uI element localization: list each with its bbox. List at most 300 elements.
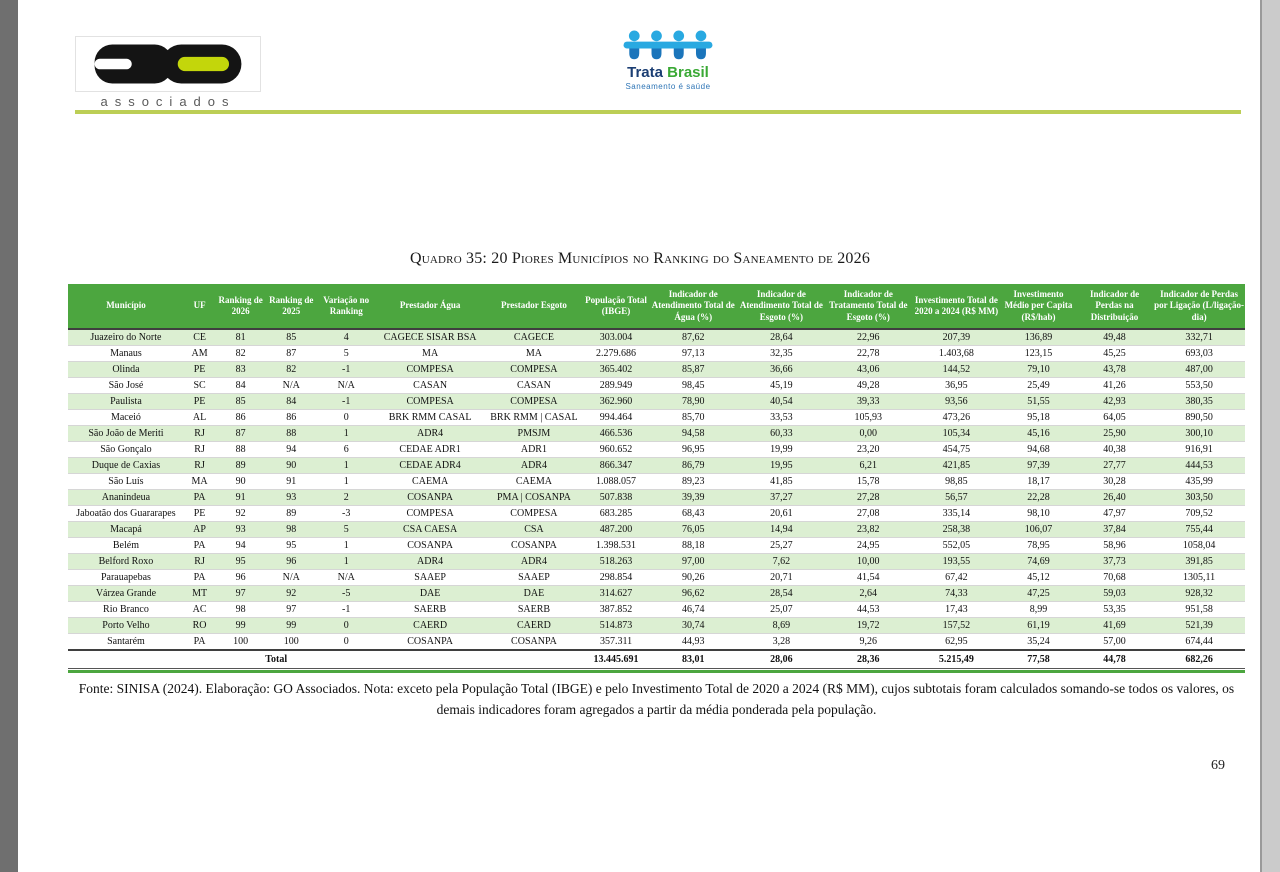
table-cell: 92 [286, 587, 297, 599]
table-cell: 51,55 [1027, 395, 1050, 407]
table-cell: 39,39 [682, 491, 705, 503]
table-cell: 59,03 [1103, 587, 1126, 599]
table-row [68, 505, 1245, 521]
table-cell: 46,74 [682, 603, 705, 615]
table-cell: 157,52 [942, 619, 971, 631]
table-cell: 32,35 [770, 347, 793, 359]
table-row [68, 489, 1245, 505]
table-cell: 98 [286, 523, 297, 535]
total-value-cell: 28,06 [770, 653, 793, 665]
table-cell: 53,35 [1103, 603, 1126, 615]
table-cell: 97,00 [682, 555, 705, 567]
table-cell: 90 [235, 475, 246, 487]
table-cell: 97,39 [1027, 459, 1050, 471]
table-cell: 421,85 [942, 459, 971, 471]
table-cell: 56,57 [945, 491, 968, 503]
table-cell: 24,95 [857, 539, 880, 551]
total-value-cell: 13.445.691 [593, 653, 639, 665]
table-cell: 88,18 [682, 539, 705, 551]
table-cell: 26,40 [1103, 491, 1126, 503]
table-cell: 22,96 [857, 331, 880, 343]
table-cell: 81 [235, 331, 246, 343]
table-cell: 10,00 [857, 555, 880, 567]
table-row [68, 409, 1245, 425]
table-cell: -1 [342, 395, 351, 407]
table-cell: 0 [343, 635, 349, 647]
table-row [68, 585, 1245, 601]
table-cell: São Gonçalo [100, 443, 152, 455]
table-cell: 98,10 [1027, 507, 1050, 519]
table-cell: COMPESA [406, 363, 454, 375]
table-cell: 20,71 [770, 571, 793, 583]
table-cell: 25,90 [1103, 427, 1126, 439]
total-value-cell: 44,78 [1103, 653, 1126, 665]
table-cell: 25,27 [770, 539, 793, 551]
table-cell: 387.852 [599, 603, 633, 615]
table-cell: 8,69 [772, 619, 791, 631]
trata-brasil-logo [603, 30, 733, 91]
table-cell: PA [193, 635, 206, 647]
table-cell: 98,85 [945, 475, 968, 487]
table-cell: 96,95 [682, 443, 705, 455]
column-header: Indicador de Atendimento Total de Água (%) [649, 284, 738, 329]
table-cell: COMPESA [510, 507, 558, 519]
table-row [68, 377, 1245, 393]
total-empty-cell [484, 650, 583, 669]
table-cell: COSANPA [511, 635, 557, 647]
table-title: Quadro 35: 20 Piores Municípios no Ranking do Saneamento de 2026 [409, 250, 871, 267]
table-cell: 193,55 [942, 555, 971, 567]
table-cell: 4 [343, 331, 349, 343]
table-row [68, 569, 1245, 585]
table-cell: 45,16 [1027, 427, 1050, 439]
table-cell: 61,19 [1027, 619, 1050, 631]
table-cell: 22,78 [857, 347, 880, 359]
table-cell: CAGECE [513, 331, 554, 343]
table-cell: 35,24 [1027, 635, 1050, 647]
table-cell: PA [193, 571, 206, 583]
table-cell: 866.347 [599, 459, 633, 471]
table-cell: SAERB [517, 603, 551, 615]
table-row [68, 553, 1245, 569]
table-cell: 87 [235, 427, 246, 439]
table-cell: SAERB [414, 603, 447, 615]
column-header: Indicador de Tratamento Total de Esgoto (%) [825, 284, 912, 329]
source-footnote: Fonte: SINISA (2024). Elaboração: GO Associados. Nota: exceto pela População Total (IBGE) e pelo Investimento Total de 2020 a 2024 (R$ MM), cujos subtotais foram calculados somando-se todos os valores, os demais indicadores foram agregados a partir da média ponderada pela população. [78, 680, 1235, 717]
column-header: UF [184, 284, 215, 329]
table-cell: 683.285 [599, 507, 633, 519]
table-cell: 97 [286, 603, 297, 615]
total-value-cell: 5.215,49 [938, 653, 974, 665]
table-cell: 97 [235, 587, 246, 599]
table-cell: 100 [283, 635, 299, 647]
table-cell: 332,71 [1185, 331, 1213, 343]
table-cell: São José [108, 379, 144, 391]
table-cell: 928,32 [1185, 587, 1213, 599]
table-cell: RJ [194, 443, 205, 455]
table-cell: N/A [282, 571, 300, 583]
table-cell: ADR4 [417, 427, 444, 439]
table-cell: 1.088.057 [596, 475, 636, 487]
table-cell: 123,15 [1024, 347, 1053, 359]
table-cell: 136,89 [1024, 331, 1053, 343]
table-cell: 335,14 [942, 507, 971, 519]
table-cell: DAE [523, 587, 545, 599]
table-cell: 36,66 [770, 363, 793, 375]
table-cell: 94 [286, 443, 297, 455]
table-cell: 90,26 [682, 571, 705, 583]
column-header: População Total (IBGE) [583, 284, 648, 329]
table-cell: 27,77 [1103, 459, 1126, 471]
table-cell: CAERD [516, 619, 551, 631]
table-cell: N/A [282, 379, 300, 391]
table-cell: PA [193, 539, 206, 551]
table-cell: PMSJM [517, 427, 551, 439]
total-value-cell: 682,26 [1185, 653, 1213, 665]
table-cell: 890,50 [1185, 411, 1213, 423]
table-cell: 454,75 [942, 443, 971, 455]
table-cell: 45,25 [1103, 347, 1126, 359]
document-page [18, 0, 1262, 872]
table-cell: CEDAE ADR1 [399, 443, 461, 455]
table-cell: 44,93 [682, 635, 705, 647]
table-cell: 466.536 [599, 427, 633, 439]
page-number: 69 [1211, 758, 1225, 773]
table-cell: 85 [235, 395, 246, 407]
go-associados-logo [75, 36, 261, 92]
table-cell: CAERD [413, 619, 448, 631]
table-cell: -1 [342, 363, 351, 375]
table-cell: 487.200 [599, 523, 633, 535]
table-cell: 74,33 [945, 587, 968, 599]
table-cell: 47,97 [1103, 507, 1126, 519]
table-cell: 79,10 [1027, 363, 1050, 375]
table-cell: Rio Branco [103, 603, 149, 615]
column-header: Indicador de Atendimento Total de Esgoto (%) [738, 284, 825, 329]
table-cell: AP [193, 523, 206, 535]
ranking-table [68, 284, 1245, 669]
table-cell: 45,19 [770, 379, 793, 391]
table-cell: RJ [194, 555, 205, 567]
table-cell: CSA [524, 523, 544, 535]
total-value-cell: 77,58 [1027, 653, 1050, 665]
table-cell: 89,23 [682, 475, 705, 487]
table-cell: 98,45 [682, 379, 705, 391]
table-cell: ADR4 [417, 555, 444, 567]
table-cell: 87,62 [682, 331, 705, 343]
table-block [68, 284, 1245, 721]
table-cell: AC [192, 603, 207, 615]
table-cell: 303,50 [1185, 491, 1213, 503]
table-cell: 93,56 [945, 395, 968, 407]
table-cell: 39,33 [857, 395, 880, 407]
table-cell: 78,95 [1027, 539, 1050, 551]
table-cell: CAEMA [515, 475, 552, 487]
table-row [68, 457, 1245, 473]
table-cell: 14,94 [770, 523, 793, 535]
table-cell: 28,64 [770, 331, 793, 343]
header-divider-rule [75, 110, 1241, 114]
table-row [68, 521, 1245, 537]
table-cell: 25,07 [770, 603, 793, 615]
table-cell: COMPESA [510, 395, 558, 407]
table-row [68, 329, 1245, 346]
table-cell: N/A [337, 379, 355, 391]
table-cell: AM [191, 347, 208, 359]
table-cell: 30,28 [1103, 475, 1126, 487]
table-cell: 95 [286, 539, 297, 551]
table-cell: 552,05 [942, 539, 971, 551]
table-cell: 41,69 [1103, 619, 1126, 631]
table-cell: RJ [194, 459, 205, 471]
table-cell: 6,21 [859, 459, 878, 471]
table-bottom-rule [68, 670, 1245, 673]
table-cell: 42,93 [1103, 395, 1126, 407]
table-row [68, 617, 1245, 633]
table-cell: 7,62 [772, 555, 791, 567]
table-row [68, 473, 1245, 489]
table-cell: Manaus [110, 347, 142, 359]
table-cell: 258,38 [942, 523, 971, 535]
table-cell: 41,54 [857, 571, 880, 583]
window-left-gutter [0, 0, 18, 872]
table-row [68, 537, 1245, 553]
table-cell: 57,00 [1103, 635, 1126, 647]
table-cell: 19,72 [857, 619, 880, 631]
table-cell: 89 [235, 459, 246, 471]
table-row [68, 633, 1245, 650]
table-cell: 91 [286, 475, 297, 487]
table-cell: 314.627 [599, 587, 633, 599]
table-cell: 2,64 [859, 587, 878, 599]
table-cell: 1 [343, 475, 349, 487]
table-cell: 67,42 [945, 571, 968, 583]
table-cell: 86 [286, 411, 297, 423]
table-cell: 1 [343, 555, 349, 567]
table-cell: 105,93 [854, 411, 883, 423]
table-cell: 23,20 [857, 443, 880, 455]
table-cell: 93 [286, 491, 297, 503]
table-cell: Jaboatão dos Guararapes [76, 507, 176, 519]
table-cell: Juazeiro do Norte [90, 331, 162, 343]
table-cell: 60,33 [770, 427, 793, 439]
table-cell: BRK RMM | CASAL [490, 411, 578, 423]
column-header: Investimento Médio per Capita (R$/hab) [1001, 284, 1076, 329]
column-header: Ranking de 2025 [266, 284, 317, 329]
table-cell: ADR1 [520, 443, 547, 455]
table-cell: São Luís [108, 475, 144, 487]
table-cell: 28,54 [770, 587, 793, 599]
table-row [68, 441, 1245, 457]
table-cell: 36,95 [945, 379, 968, 391]
table-cell: MA [525, 347, 542, 359]
table-cell: 84 [235, 379, 246, 391]
table-cell: 755,44 [1185, 523, 1213, 535]
table-cell: RJ [194, 427, 205, 439]
table-cell: -3 [342, 507, 351, 519]
table-row [68, 393, 1245, 409]
table-cell: 106,07 [1024, 523, 1053, 535]
table-cell: N/A [337, 571, 355, 583]
table-cell: 43,78 [1103, 363, 1126, 375]
table-cell: 19,95 [770, 459, 793, 471]
table-cell: 30,74 [682, 619, 705, 631]
table-cell: 1 [343, 459, 349, 471]
table-cell: 1058,04 [1182, 539, 1216, 551]
table-cell: Maceió [110, 411, 141, 423]
table-cell: 100 [233, 635, 249, 647]
table-cell: 43,06 [857, 363, 880, 375]
table-cell: 85 [286, 331, 297, 343]
table-cell: Duque de Caxias [91, 459, 161, 471]
table-cell: 96 [286, 555, 297, 567]
table-total-row [68, 650, 1245, 669]
table-cell: 391,85 [1185, 555, 1213, 567]
table-cell: 2.279.686 [596, 347, 636, 359]
table-cell: -1 [342, 603, 351, 615]
table-cell: 92 [235, 507, 246, 519]
trata-brasil-wordmark: Trata Brasil [627, 64, 709, 81]
table-cell: 693,03 [1185, 347, 1213, 359]
table-cell: 27,08 [857, 507, 880, 519]
table-cell: 78,90 [682, 395, 705, 407]
table-cell: CAGECE SISAR BSA [383, 331, 477, 343]
table-cell: CAEMA [412, 475, 449, 487]
table-cell: 76,05 [682, 523, 705, 535]
table-cell: 47,25 [1027, 587, 1050, 599]
table-cell: 1 [343, 427, 349, 439]
table-cell: 85,70 [682, 411, 705, 423]
column-header: Indicador de Perdas na Distribuição [1076, 284, 1153, 329]
table-cell: 521,39 [1185, 619, 1213, 631]
table-cell: 86,79 [682, 459, 705, 471]
column-header: Ranking de 2026 [215, 284, 266, 329]
table-cell: COSANPA [511, 539, 557, 551]
table-cell: 98 [235, 603, 246, 615]
table-cell: COMPESA [406, 507, 454, 519]
table-cell: 85,87 [682, 363, 705, 375]
table-cell: 1.403,68 [938, 347, 974, 359]
table-cell: 41,85 [770, 475, 793, 487]
table-cell: 8,99 [1029, 603, 1048, 615]
table-cell: 435,99 [1185, 475, 1213, 487]
table-cell: 95 [235, 555, 246, 567]
table-cell: 87 [286, 347, 297, 359]
column-header: Variação no Ranking [317, 284, 376, 329]
table-cell: 300,10 [1185, 427, 1213, 439]
table-cell: 40,54 [770, 395, 793, 407]
table-cell: 91 [235, 491, 246, 503]
table-cell: ADR4 [520, 555, 547, 567]
table-cell: 207,39 [942, 331, 971, 343]
table-cell: 99 [235, 619, 246, 631]
table-cell: 507.838 [599, 491, 633, 503]
table-cell: 68,43 [682, 507, 705, 519]
table-cell: 40,38 [1103, 443, 1126, 455]
table-cell: Macapá [110, 523, 142, 535]
trata-brasil-people-icon [622, 30, 714, 64]
table-row [68, 361, 1245, 377]
table-cell: 93 [235, 523, 246, 535]
table-cell: 23,82 [857, 523, 880, 535]
table-cell: 74,69 [1027, 555, 1050, 567]
table-cell: 22,28 [1027, 491, 1050, 503]
table-cell: 674,44 [1185, 635, 1213, 647]
table-cell: 1.398.531 [596, 539, 636, 551]
table-cell: 289.949 [599, 379, 633, 391]
table-cell: -5 [342, 587, 351, 599]
table-cell: 37,27 [770, 491, 793, 503]
table-cell: CASAN [516, 379, 551, 391]
table-cell: 84 [286, 395, 297, 407]
table-cell: 44,53 [857, 603, 880, 615]
table-cell: Belém [112, 539, 139, 551]
table-cell: 303.004 [599, 331, 633, 343]
table-cell: 49,28 [857, 379, 880, 391]
table-cell: 144,52 [942, 363, 971, 375]
table-cell: 94,68 [1027, 443, 1050, 455]
table-cell: 88 [235, 443, 246, 455]
table-cell: 96 [235, 571, 246, 583]
table-cell: 553,50 [1185, 379, 1213, 391]
table-cell: 916,91 [1185, 443, 1213, 455]
table-cell: 951,58 [1185, 603, 1213, 615]
table-cell: 37,84 [1103, 523, 1126, 535]
table-cell: MT [192, 587, 208, 599]
table-cell: CSA CAESA [403, 523, 458, 535]
table-cell: 298.854 [599, 571, 633, 583]
table-cell: 58,96 [1103, 539, 1126, 551]
table-cell: 357.311 [599, 635, 633, 647]
table-cell: 99 [286, 619, 297, 631]
table-cell: 27,28 [857, 491, 880, 503]
table-cell: 49,48 [1103, 331, 1126, 343]
table-cell: 2 [343, 491, 349, 503]
table-cell: 97,13 [682, 347, 705, 359]
table-cell: 82 [286, 363, 297, 375]
table-cell: SAAEP [414, 571, 446, 583]
table-cell: PA [193, 491, 206, 503]
table-cell: CASAN [413, 379, 448, 391]
table-cell: 15,78 [857, 475, 880, 487]
table-cell: 0 [343, 619, 349, 631]
table-cell: DAE [419, 587, 441, 599]
table-cell: Belford Roxo [98, 555, 154, 567]
table-cell: 444,53 [1185, 459, 1213, 471]
table-cell: 17,43 [945, 603, 968, 615]
table-cell: 37,73 [1103, 555, 1126, 567]
table-cell: 20,61 [770, 507, 793, 519]
table-cell: 5 [343, 523, 349, 535]
table-cell: 41,26 [1103, 379, 1126, 391]
table-cell: Santarém [107, 635, 145, 647]
total-value-cell: 28,36 [857, 653, 880, 665]
table-cell: ADR4 [520, 459, 547, 471]
table-cell: 994.464 [599, 411, 633, 423]
table-cell: 1 [343, 539, 349, 551]
table-cell: 0,00 [859, 427, 878, 439]
table-cell: RO [192, 619, 207, 631]
table-cell: PE [193, 363, 206, 375]
table-cell: 9,26 [859, 635, 878, 647]
table-row [68, 601, 1245, 617]
table-cell: 88 [286, 427, 297, 439]
table-header-row [68, 284, 1245, 329]
table-cell: CEDAE ADR4 [399, 459, 461, 471]
table-cell: MA [422, 347, 439, 359]
table-cell: Olinda [112, 363, 140, 375]
table-cell: 3,28 [772, 635, 791, 647]
